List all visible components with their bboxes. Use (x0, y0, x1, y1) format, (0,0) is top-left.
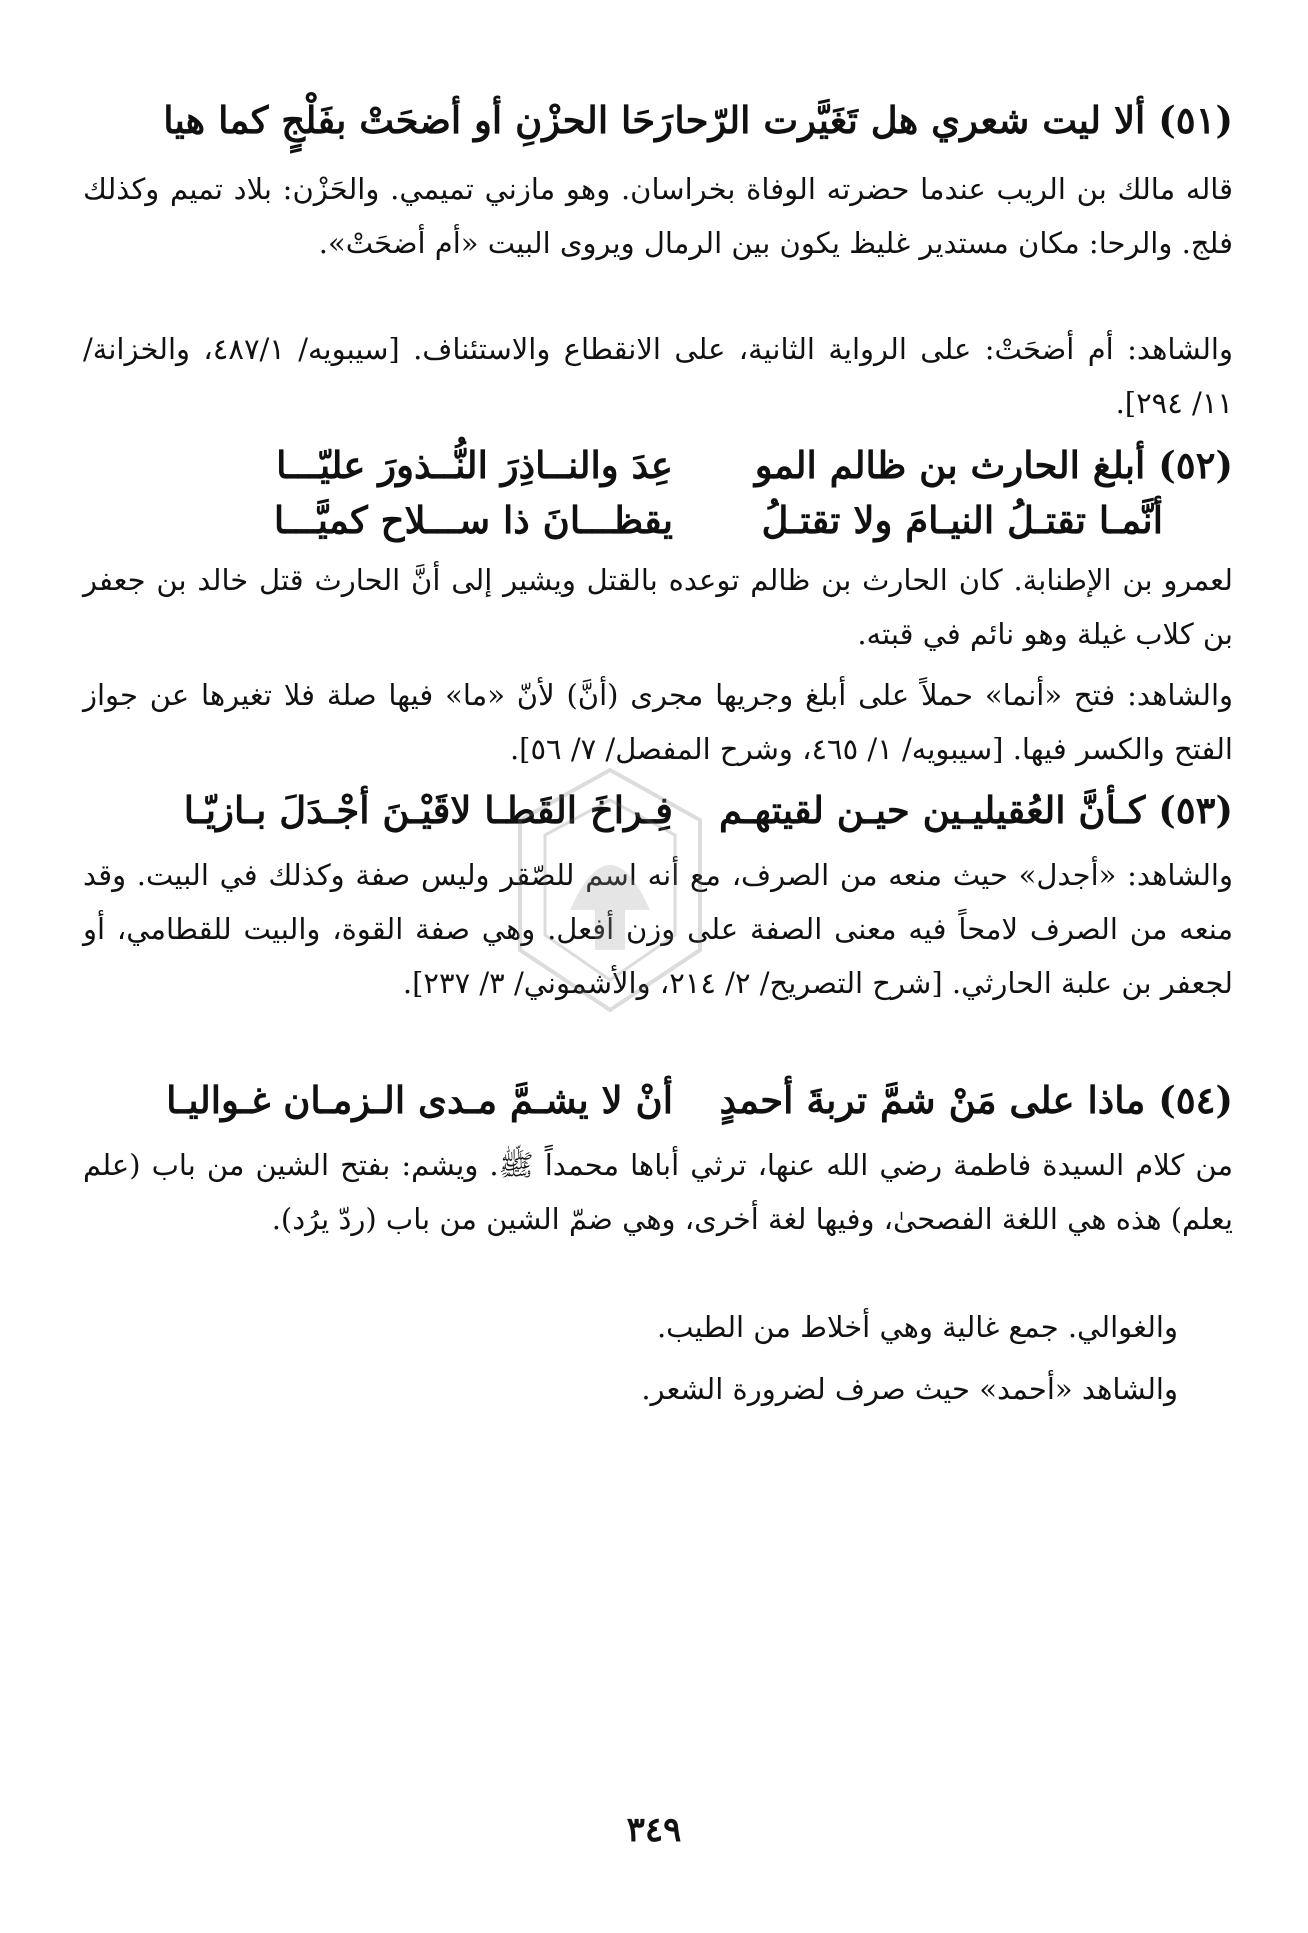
note-52: لعمرو بن الإطنابة. كان الحارث بن ظالم توعده بالقتل ويشير إلى أنَّ الحارث قتل خالد بن جعفر بن كلاب غيلة وهو نائم في قبته. (83, 563, 1233, 651)
verse-53-hemistich-2: فِـراخَ القَطـا لاقَيْـنَ أجْـدَلَ بـازيّـا (183, 788, 673, 832)
verse-52-line-1-hemistich-2: عِدَ والنــاذِرَ النُّــذورَ عليّـــا (276, 443, 673, 487)
witness-54: والشاهد «أحمد» حيث صرف لضرورة الشعر. (641, 1372, 1178, 1406)
verse-53-number: (٥٣) (1158, 788, 1233, 832)
witness-52: والشاهد: فتح «أنما» حملاً على أبلغ وجريها مجرى (أنَّ) لأنّ «ما» فيها صلة فلا تغيرها عن جواز الفتح والكسر فيها. [سيبويه/ ١/ ٤٦٥، وشرح المفصل/ ٧/ ٥٦]. (83, 678, 1233, 766)
verse-52-line-2-hemistich-2: يقظـــانَ ذا ســـلاح كميَّـــا (273, 498, 673, 542)
note-51: قاله مالك بن الريب عندما حضرته الوفاة بخراسان. وهو مازني تميمي. والحَزْن: بلاد تميم وكذلك فلج. والرحا: مكان مستدير غليظ يكون بين الرمال ويروى البيت «أم أضحَتْ». (83, 172, 1233, 260)
seal-watermark-icon (500, 760, 720, 1020)
verse-54-hemistich-1: (٥٤) ماذا على مَنْ شمَّ تربةَ أحمدٍ (719, 1078, 1233, 1122)
note-54: من كلام السيدة فاطمة رضي الله عنها، ترثي أباها محمداً ﷺ. ويشم: بفتح الشين من باب (علم يعلم) هذه هي اللغة الفصحىٰ، وفيها لغة أخرى، وهي ضمّ الشين من باب (ردّ يرُد). (83, 1148, 1233, 1236)
verse-51-hemistich-2: رَحَا الحزْنِ أو أضحَتْ بفَلْجٍ كما هيا (163, 98, 673, 142)
verse-52-line-2-hemistich-1: أنَّمـا تقتـلُ النيـامَ ولا تقتـلُ (761, 498, 1163, 542)
witness-51: والشاهد: أم أضحَتْ: على الرواية الثانية، على الانقطاع والاستئناف. [سيبويه/ ٤٨٧/١، والخزانة/ ١١/ ٢٩٤]. (83, 332, 1233, 420)
verse-51-number: (٥١) (1158, 98, 1233, 142)
verse-52-line-1-hemistich-1: (٥٢) أبلغ الحارث بن ظالم المو (754, 443, 1233, 487)
verse-54-hemistich-2: أنْ لا يشـمَّ مـدى الـزمـان غـواليـا (166, 1078, 673, 1122)
witness-53: والشاهد: «أجدل» حيث منعه من الصرف، مع أنه اسم للصّقر وليس صفة وكذلك في البيت. وقد منعه من الصرف لامحاً فيه معنى الصفة على وزن أفعل. وهي صفة القوة، والبيت للقطامي، أو لجعفر بن علبة الحارثي. [شرح التصريح/ ٢/ ٢١٤، والأشموني/ ٣/ ٢٣٧]. (83, 858, 1233, 1000)
verse-52-line-1 (83, 435, 1233, 495)
verse-54-number: (٥٤) (1158, 1078, 1233, 1122)
verse-53-hemistich-1: (٥٣) كـأنَّ العُقيليـين حيـن لقيتهـم (719, 788, 1233, 832)
verse-52-number: (٥٢) (1158, 443, 1233, 487)
gloss-54: والغوالي. جمع غالية وهي أخلاط من الطيب. (656, 1310, 1178, 1344)
verse-52-line-2 (83, 490, 1233, 550)
verse-54 (83, 1070, 1233, 1130)
page-number: ٣٤٩ (626, 1810, 682, 1850)
verse-51-hemistich-1: (٥١) ألا ليت شعري هل تَغَيَّرت الرّحا (674, 98, 1233, 142)
verse-51 (83, 90, 1233, 150)
